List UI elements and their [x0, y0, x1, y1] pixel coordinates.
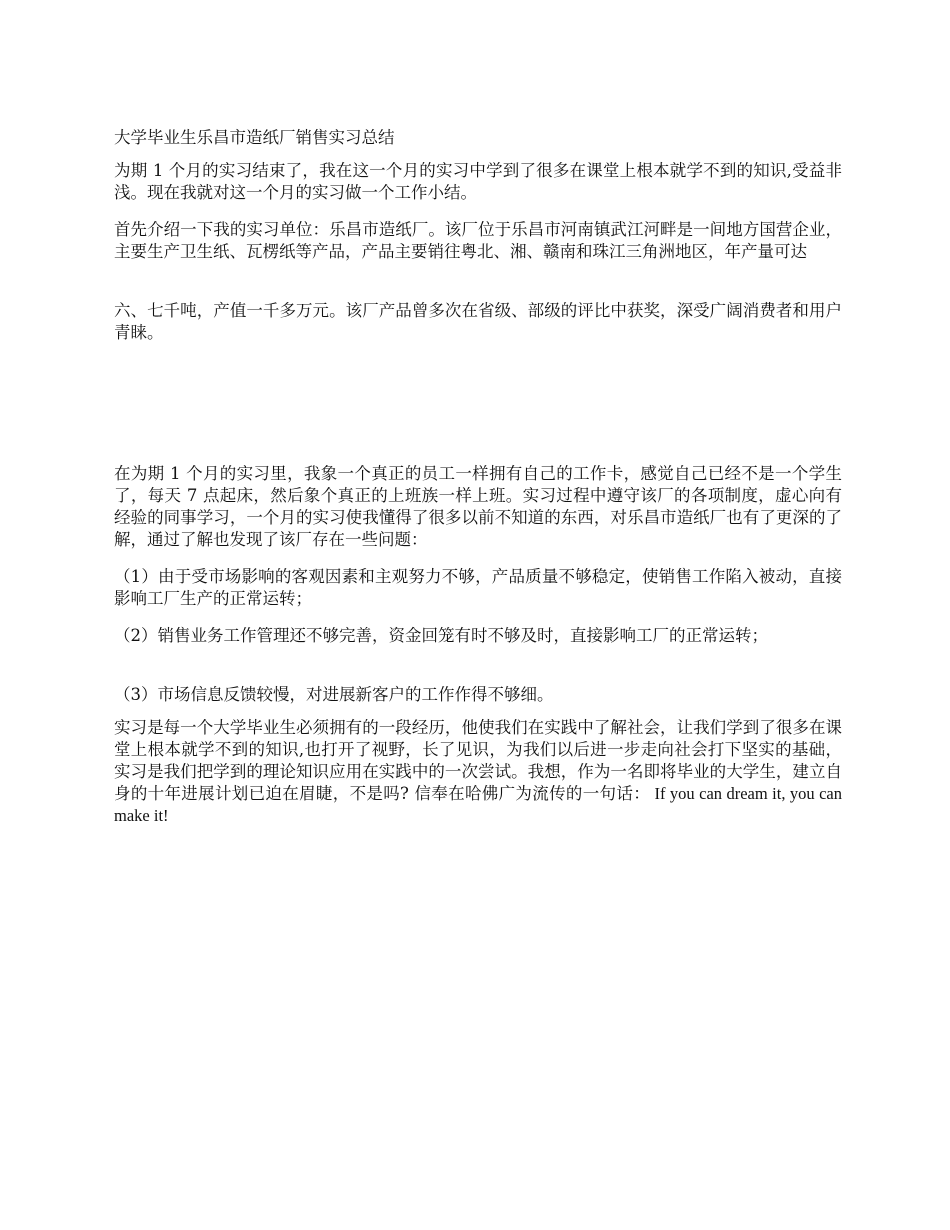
document-title: 大学毕业生乐昌市造纸厂销售实习总结 — [114, 128, 395, 147]
problem-item-2: （2）销售业务工作管理还不够完善，资金回笼有时不够及时，直接影响工厂的正常运转； — [114, 626, 768, 645]
paragraph-internship-experience: 在为期 1 个月的实习里，我象一个真正的员工一样拥有自己的工作卡，感觉自己已经不是一个学生了，每天 7 点起床，然后象个真正的上班族一样上班。实习过程中遵守该厂的各项制度，虚心向有经验的同事学习，一个月的实习使我懂得了很多以前不知道的东西，对乐昌市造纸厂也有了更深的了解，通过了解也发现了该厂存在一些问题： — [114, 464, 842, 549]
paragraph-company-output: 六、七千吨，产值一千多万元。该厂产品曾多次在省级、部级的评比中获奖，深受广阔消费者和用户青睐。 — [114, 301, 842, 342]
conclusion-text: 实习是每一个大学毕业生必须拥有的一段经历，他使我们在实践中了解社会，让我们学到了很多在课堂上根本就学不到的知识,也打开了视野，长了见识，为我们以后进一步走向社会打下坚实的基础，实习是我们把学到的理论知识应用在实践中的一次尝试。我想，作为一名即将毕业的大学生，建立自身的十年进展计划已迫在眉睫，不是吗? 信奉在哈佛广为流传的一句话： — [114, 718, 842, 803]
paragraph-conclusion — [114, 717, 842, 827]
problem-item-1: （1）由于受市场影响的客观因素和主观努力不够，产品质量不够稳定，使销售工作陷入被动，直接影响工厂生产的正常运转； — [114, 567, 842, 608]
paragraph-intro: 为期 1 个月的实习结束了，我在这一个月的实习中学到了很多在课堂上根本就学不到的知识,受益非浅。现在我就对这一个月的实习做一个工作小结。 — [114, 161, 842, 202]
english-quote: If you can dream it, you can make it! — [114, 784, 842, 825]
problem-item-3: （3）市场信息反馈较慢，对进展新客户的工作作得不够细。 — [114, 685, 554, 704]
paragraph-company-intro: 首先介绍一下我的实习单位：乐昌市造纸厂。该厂位于乐昌市河南镇武江河畔是一间地方国营企业，主要生产卫生纸、瓦楞纸等产品，产品主要销往粤北、湘、赣南和珠江三角洲地区，年产量可达 — [114, 220, 842, 261]
